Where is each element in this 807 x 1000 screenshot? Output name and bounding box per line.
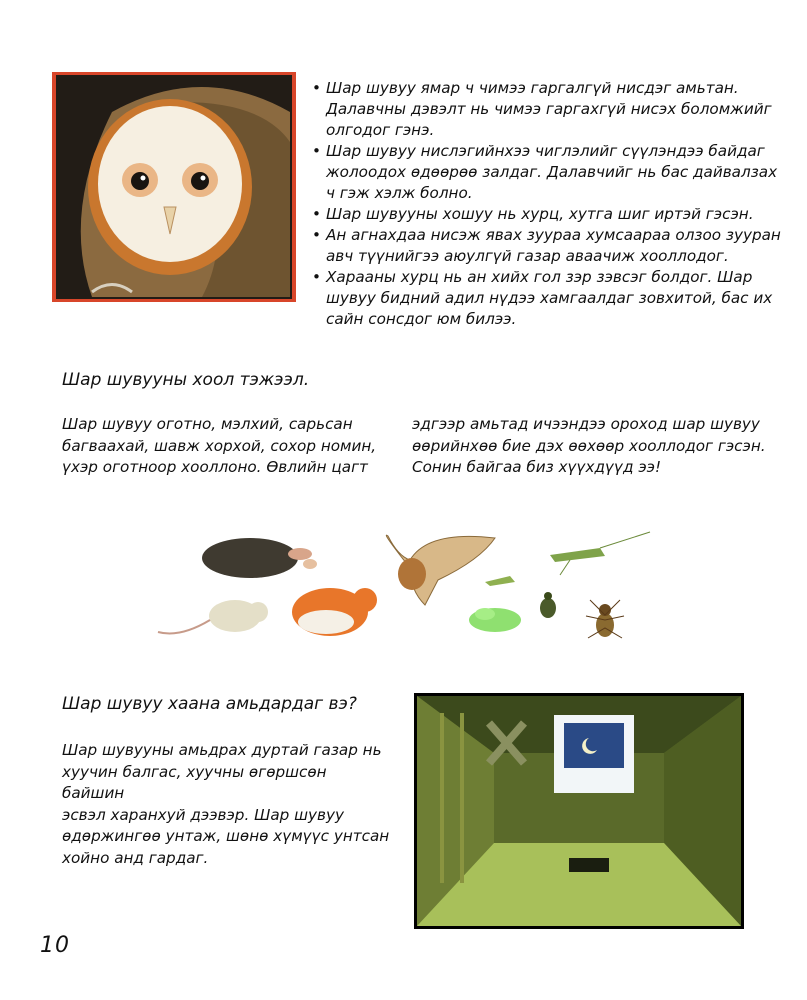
habitat-text: Шар шувууны амьдрах дуртай газар нь хуучин балгас, хуучны өгөршсөн байшин эсвэл харанхуй дээвэр. Шар шувуу өдөржингөө унтаж, шөнө хүмүүс унтсан хойно анд гардаг. <box>62 741 390 867</box>
fact-text: Шар шувууны хошуу нь хурц, хутга шиг иртэй гэсэн. <box>326 205 754 223</box>
food-heading: Шар шувууны хоол тэжээл. <box>62 370 310 390</box>
fact-text: Ан агнахдаа нисэж явах зуураа хумсаараа олзоо зууран авч түүнийгээ аюулгүй газар аваачиж хооллодог. <box>326 226 781 265</box>
page-number: 10 <box>40 933 70 958</box>
fact-text: Шар шувуу нислэгийнхээ чиглэлийг сүүлэндээ байдаг жолоодох өдөөрөө залдаг. Далавчийг нь бас дайвалзах ч гэж хэлж болно. <box>326 142 778 202</box>
bullet-icon: • <box>312 268 321 286</box>
grasshopper-icon <box>550 532 650 575</box>
hamster-icon <box>292 588 377 636</box>
small-grasshopper-icon <box>485 576 515 586</box>
fact-item <box>312 141 782 204</box>
habitat-heading: Шар шувуу хаана амьдардаг вэ? <box>62 694 357 714</box>
fact-item <box>312 78 782 141</box>
fact-text: Харааны хурц нь ан хийх гол зэр зэвсэг болдог. Шар шувуу бидний адил нүдээ хамгаалдаг зовхитой, бас их сайн сонсдог юм билээ. <box>326 268 773 328</box>
mouse-icon <box>158 600 268 634</box>
spider-icon <box>586 600 624 638</box>
barn-owl-illustration <box>52 72 296 302</box>
fact-item <box>312 267 782 330</box>
prey-animals-illustration <box>150 520 670 650</box>
bullet-icon: • <box>312 205 321 223</box>
beetle-icon <box>540 592 556 618</box>
frog-icon <box>469 608 521 632</box>
bat-icon <box>386 535 495 605</box>
fact-text: Шар шувуу ямар ч чимээ гаргалгүй нисдэг амьтан. Далавчны дэвэлт нь чимээ гаргахгүй нисэх боломжийг олгодог гэнэ. <box>326 79 772 139</box>
food-text-right: эдгээр амьтад ичээндээ ороход шар шувуу өөрийнхөө бие дэх өөхөөр хооллодог гэсэн. Сонин байгаа биз хүүхдүүд ээ! <box>412 415 766 476</box>
bullet-icon: • <box>312 226 321 244</box>
bullet-icon: • <box>312 142 321 160</box>
barn-interior-illustration <box>414 693 744 929</box>
bullet-icon: • <box>312 79 321 97</box>
food-text-left: Шар шувуу оготно, мэлхий, сарьсан багваахай, шавж хорхой, сохор номин, үхэр оготноор хооллоно. Өвлийн цагт <box>62 415 377 476</box>
owl-facts-list <box>312 78 782 330</box>
fact-item <box>312 204 782 225</box>
mole-icon <box>202 538 317 578</box>
fact-item <box>312 225 782 267</box>
